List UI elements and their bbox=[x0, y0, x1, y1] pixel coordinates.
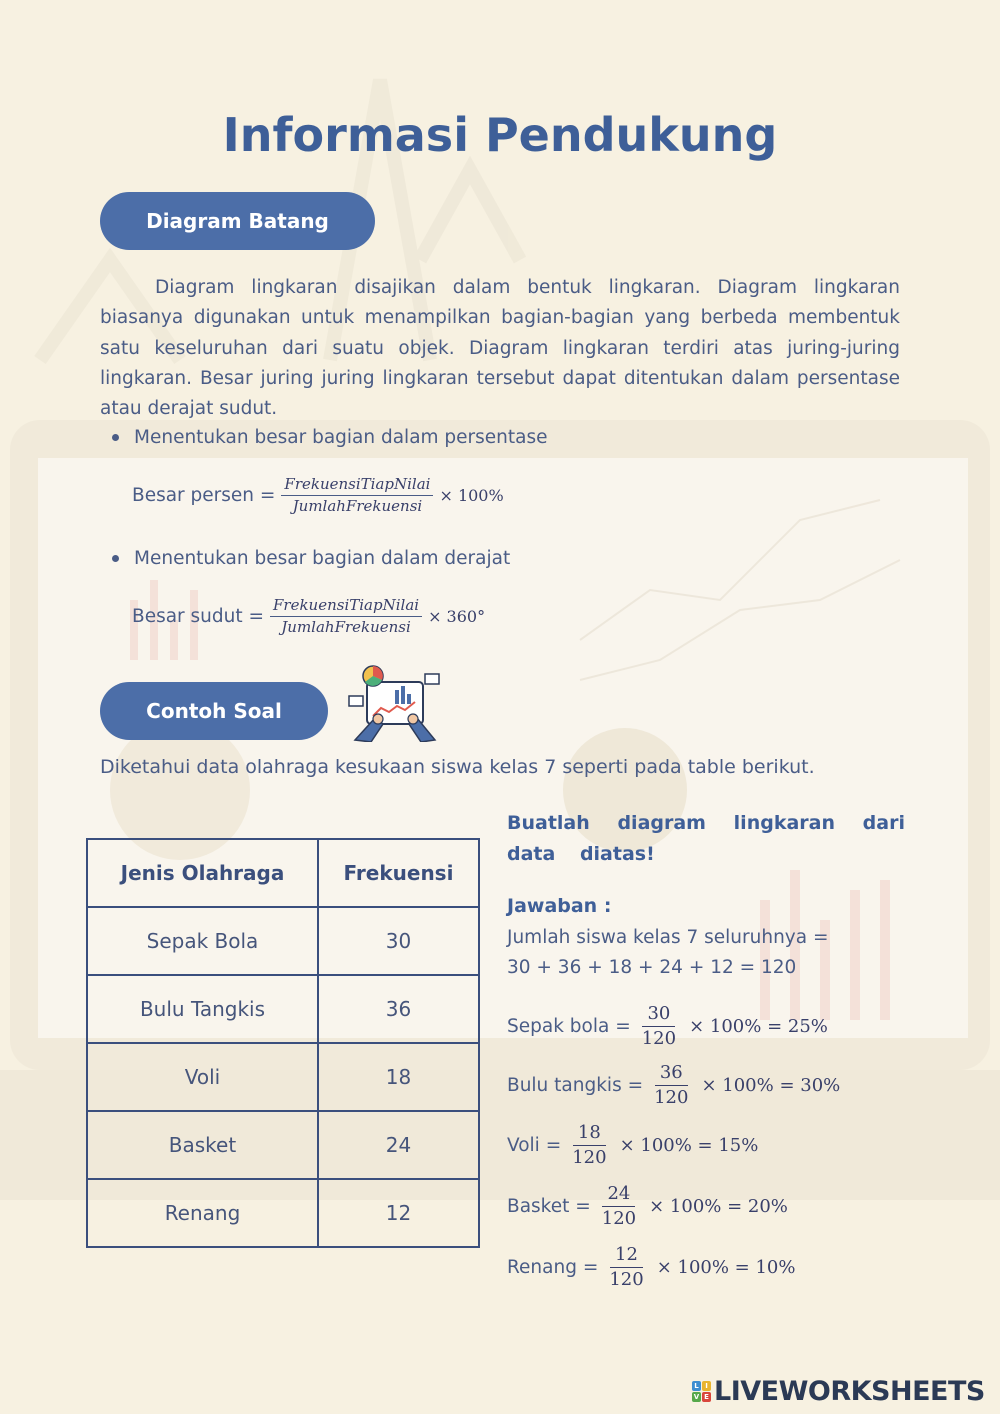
fraction-denominator: JumlahFrekuensi bbox=[292, 496, 423, 515]
task-instruction: Buatlah diagram lingkaran dari data diatas! bbox=[507, 812, 905, 865]
calc-result: × 100% = 20% bbox=[649, 1195, 788, 1217]
table-cell-sport: Voli bbox=[87, 1043, 318, 1111]
table-header-cell: Frekuensi bbox=[318, 839, 479, 907]
formula-multiplier: × 360° bbox=[428, 606, 486, 626]
table-row bbox=[87, 907, 479, 975]
logo-text: LIVEWORKSHEETS bbox=[714, 1376, 985, 1407]
fraction-numerator: 12 bbox=[610, 1245, 643, 1268]
intro-paragraph: Diagram lingkaran disajikan dalam bentuk lingkaran. Diagram lingkaran biasanya digunakan untuk menampilkan bagian-bagian yang berbeda membentuk satu keseluruhan dari suatu objek. Diagram lingkaran terdiri atas juring-juring lingkaran. Besar juring juring lingkaran tersebut dapat ditentukan dalam persentase atau derajat sudut. bbox=[100, 277, 900, 420]
calc-row-sepak-bola bbox=[507, 1004, 828, 1049]
fraction-denominator: 120 bbox=[641, 1027, 677, 1049]
calc-fraction bbox=[637, 1004, 681, 1049]
formula-percent bbox=[132, 476, 504, 514]
fraction-denominator: 120 bbox=[654, 1086, 689, 1108]
table-cell-frequency: 24 bbox=[318, 1111, 479, 1179]
table-cell-frequency: 30 bbox=[318, 907, 479, 975]
calc-fraction bbox=[604, 1245, 648, 1290]
calc-label: Voli = bbox=[507, 1134, 562, 1156]
bullet-item-percent bbox=[112, 427, 548, 448]
calc-label: Sepak bola = bbox=[507, 1015, 631, 1037]
fraction-numerator: 30 bbox=[642, 1004, 675, 1027]
calc-result: × 100% = 15% bbox=[619, 1134, 759, 1156]
table-header-row bbox=[87, 839, 479, 907]
table-cell-sport: Basket bbox=[87, 1111, 318, 1179]
calc-row-voli bbox=[507, 1123, 758, 1168]
calc-result: × 100% = 10% bbox=[656, 1256, 796, 1278]
formula-fraction bbox=[270, 597, 422, 635]
table-cell-sport: Sepak Bola bbox=[87, 907, 318, 975]
fraction-numerator: FrekuensiTiapNilai bbox=[281, 476, 433, 496]
formula-fraction bbox=[281, 476, 433, 514]
calc-label: Basket = bbox=[507, 1195, 591, 1217]
answer-sum: 30 + 36 + 18 + 24 + 12 = 120 bbox=[507, 957, 797, 978]
bullet-item-degree bbox=[112, 548, 510, 569]
calc-row-bulu-tangkis bbox=[507, 1063, 840, 1108]
table-cell-frequency: 36 bbox=[318, 975, 479, 1043]
bullet-text: Menentukan besar bagian dalam persentase bbox=[134, 427, 548, 448]
fraction-denominator: 120 bbox=[601, 1207, 637, 1229]
bullet-text: Menentukan besar bagian dalam derajat bbox=[134, 548, 511, 569]
liveworksheets-logo[interactable] bbox=[692, 1376, 985, 1407]
calc-row-basket bbox=[507, 1184, 788, 1229]
formula-degree bbox=[132, 597, 485, 635]
fraction-denominator: JumlahFrekuensi bbox=[281, 617, 411, 636]
calc-fraction bbox=[597, 1184, 641, 1229]
table-cell-frequency: 18 bbox=[318, 1043, 479, 1111]
answer-line: Jumlah siswa kelas 7 seluruhnya = bbox=[507, 927, 829, 948]
section-label-contoh-soal: Contoh Soal bbox=[100, 682, 328, 740]
calc-fraction bbox=[567, 1123, 611, 1168]
calc-label: Renang = bbox=[507, 1256, 599, 1278]
section-label-diagram-batang: Diagram Batang bbox=[100, 192, 375, 250]
fraction-denominator: 120 bbox=[609, 1268, 644, 1290]
fraction-numerator: 36 bbox=[655, 1063, 688, 1086]
formula-label: Besar sudut = bbox=[132, 605, 265, 627]
answer-heading: Jawaban : bbox=[507, 895, 612, 917]
sports-table bbox=[86, 838, 480, 1248]
table-cell-sport: Renang bbox=[87, 1179, 318, 1247]
calc-label: Bulu tangkis = bbox=[507, 1074, 644, 1096]
problem-intro: Diketahui data olahraga kesukaan siswa kelas 7 seperti pada table berikut. bbox=[100, 756, 815, 778]
data-analysis-illustration-icon bbox=[345, 662, 445, 742]
table-row bbox=[87, 1111, 479, 1179]
fraction-numerator: FrekuensiTiapNilai bbox=[270, 597, 422, 617]
formula-label: Besar persen = bbox=[132, 484, 276, 506]
page-title: Informasi Pendukung bbox=[222, 108, 778, 162]
formula-multiplier: × 100% bbox=[439, 485, 504, 505]
table-row bbox=[87, 1043, 479, 1111]
logo-badge-icon: L I V E bbox=[692, 1381, 711, 1402]
table-header-cell: Jenis Olahraga bbox=[87, 839, 318, 907]
calc-result: × 100% = 30% bbox=[701, 1074, 841, 1096]
calc-row-renang bbox=[507, 1245, 795, 1290]
calc-fraction bbox=[649, 1063, 693, 1108]
table-cell-sport: Bulu Tangkis bbox=[87, 975, 318, 1043]
fraction-denominator: 120 bbox=[572, 1146, 607, 1168]
bullet-dot-icon bbox=[112, 555, 119, 562]
bullet-dot-icon bbox=[112, 434, 119, 441]
table-cell-frequency: 12 bbox=[318, 1179, 479, 1247]
calc-result: × 100% = 25% bbox=[689, 1015, 828, 1037]
table-row bbox=[87, 975, 479, 1043]
fraction-numerator: 18 bbox=[573, 1123, 606, 1146]
fraction-numerator: 24 bbox=[602, 1184, 635, 1207]
table-row bbox=[87, 1179, 479, 1247]
